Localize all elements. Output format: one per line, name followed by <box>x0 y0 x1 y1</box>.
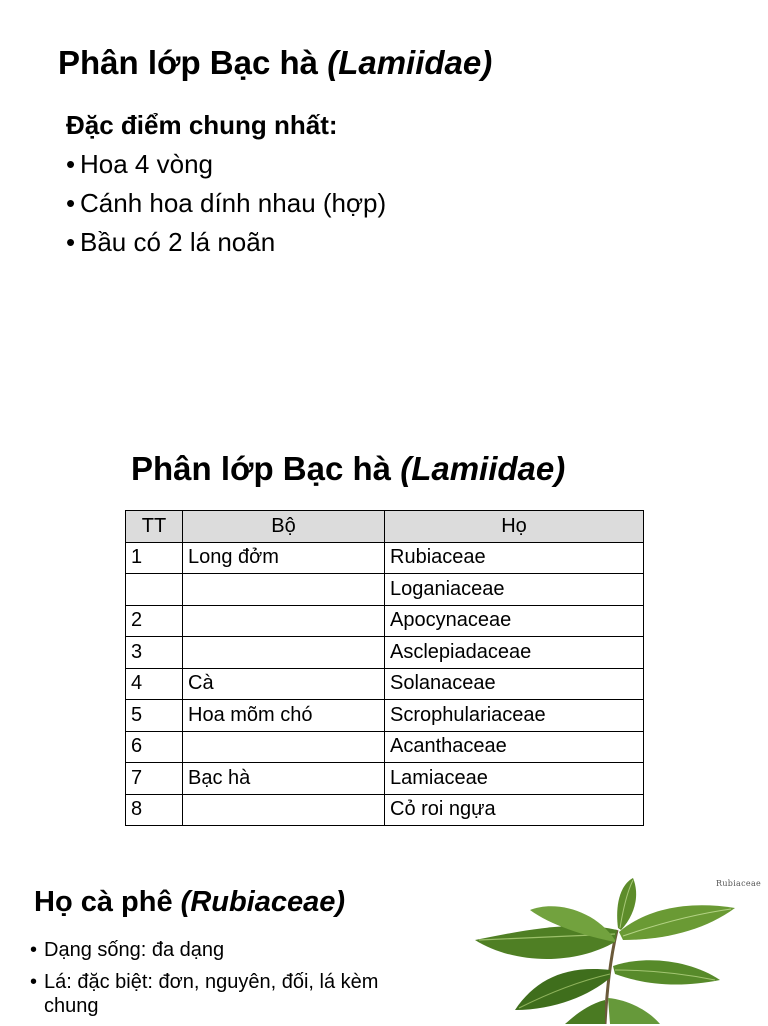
column-header-tt: TT <box>126 511 183 543</box>
cell-family: Loganiaceae <box>385 574 644 606</box>
cell-order: Long đởm <box>183 542 385 574</box>
slide-rubiaceae <box>0 862 768 1024</box>
title-latin: (Lamiidae) <box>400 450 566 487</box>
cell-order: Hoa mõm chó <box>183 700 385 732</box>
cell-tt: 2 <box>126 605 183 637</box>
cell-tt: 1 <box>126 542 183 574</box>
coffee-plant-illustration <box>455 870 768 1024</box>
column-header-order: Bộ <box>183 511 385 543</box>
cell-order <box>183 794 385 826</box>
list-item: • Bầu có 2 lá noãn <box>66 227 276 257</box>
table-row <box>126 574 644 606</box>
cell-tt: 6 <box>126 731 183 763</box>
table-row <box>126 763 644 795</box>
table-row <box>126 700 644 732</box>
slide-lamiidae-characteristics <box>0 0 768 400</box>
slide-title <box>131 452 565 485</box>
cell-order: Bạc hà <box>183 763 385 795</box>
cell-order <box>183 605 385 637</box>
cell-family: Acanthaceae <box>385 731 644 763</box>
cell-order <box>183 637 385 669</box>
title-latin: (Rubiaceae) <box>180 886 346 918</box>
slide-title <box>58 46 492 79</box>
list-item: • Hoa 4 vòng <box>66 149 213 179</box>
cell-family: Asclepiadaceae <box>385 637 644 669</box>
table-header-row <box>126 511 644 543</box>
title-main: Phân lớp Bạc hà <box>131 450 401 487</box>
table-row <box>126 731 644 763</box>
coffee-leaves-icon <box>475 878 735 1024</box>
rubiaceae-traits-list <box>30 938 410 1026</box>
bullet-dot-icon: • <box>30 939 38 961</box>
bullet-dot-icon: • <box>66 188 76 218</box>
cell-family: Solanaceae <box>385 668 644 700</box>
cell-tt: 7 <box>126 763 183 795</box>
title-main: Phân lớp Bạc hà <box>58 44 328 81</box>
title-main: Họ cà phê <box>34 886 181 918</box>
cell-family: Lamiaceae <box>385 763 644 795</box>
table-row <box>126 637 644 669</box>
characteristics-heading: Đặc điểm chung nhất: <box>66 110 338 140</box>
cell-order: Cà <box>183 668 385 700</box>
slide-title <box>34 888 345 917</box>
orders-families-table <box>125 510 644 826</box>
cell-tt: 3 <box>126 637 183 669</box>
cell-tt: 8 <box>126 794 183 826</box>
bullet-dot-icon: • <box>66 227 76 257</box>
characteristics-list <box>66 148 386 265</box>
cell-family: Scrophulariaceae <box>385 700 644 732</box>
cell-tt: 5 <box>126 700 183 732</box>
illustration-label: Rubiaceae <box>716 879 762 888</box>
table-row <box>126 668 644 700</box>
list-item: • Lá: đặc biệt: đơn, nguyên, đối, lá kèm chung <box>30 971 379 1017</box>
table-row <box>126 605 644 637</box>
cell-order <box>183 574 385 606</box>
list-item: • Cánh hoa dính nhau (hợp) <box>66 188 387 218</box>
slide-lamiidae-orders-table <box>0 420 768 860</box>
cell-family: Apocynaceae <box>385 605 644 637</box>
cell-tt <box>126 574 183 606</box>
cell-tt: 4 <box>126 668 183 700</box>
table-row <box>126 542 644 574</box>
cell-family: Rubiaceae <box>385 542 644 574</box>
cell-order <box>183 731 385 763</box>
bullet-dot-icon: • <box>66 149 76 179</box>
title-latin: (Lamiidae) <box>327 44 493 81</box>
cell-family: Cỏ roi ngựa <box>385 794 644 826</box>
table-body <box>126 542 644 826</box>
bullet-dot-icon: • <box>30 971 38 993</box>
list-item: • Dạng sống: đa dạng <box>30 939 225 961</box>
table-row <box>126 794 644 826</box>
column-header-family: Họ <box>385 511 644 543</box>
